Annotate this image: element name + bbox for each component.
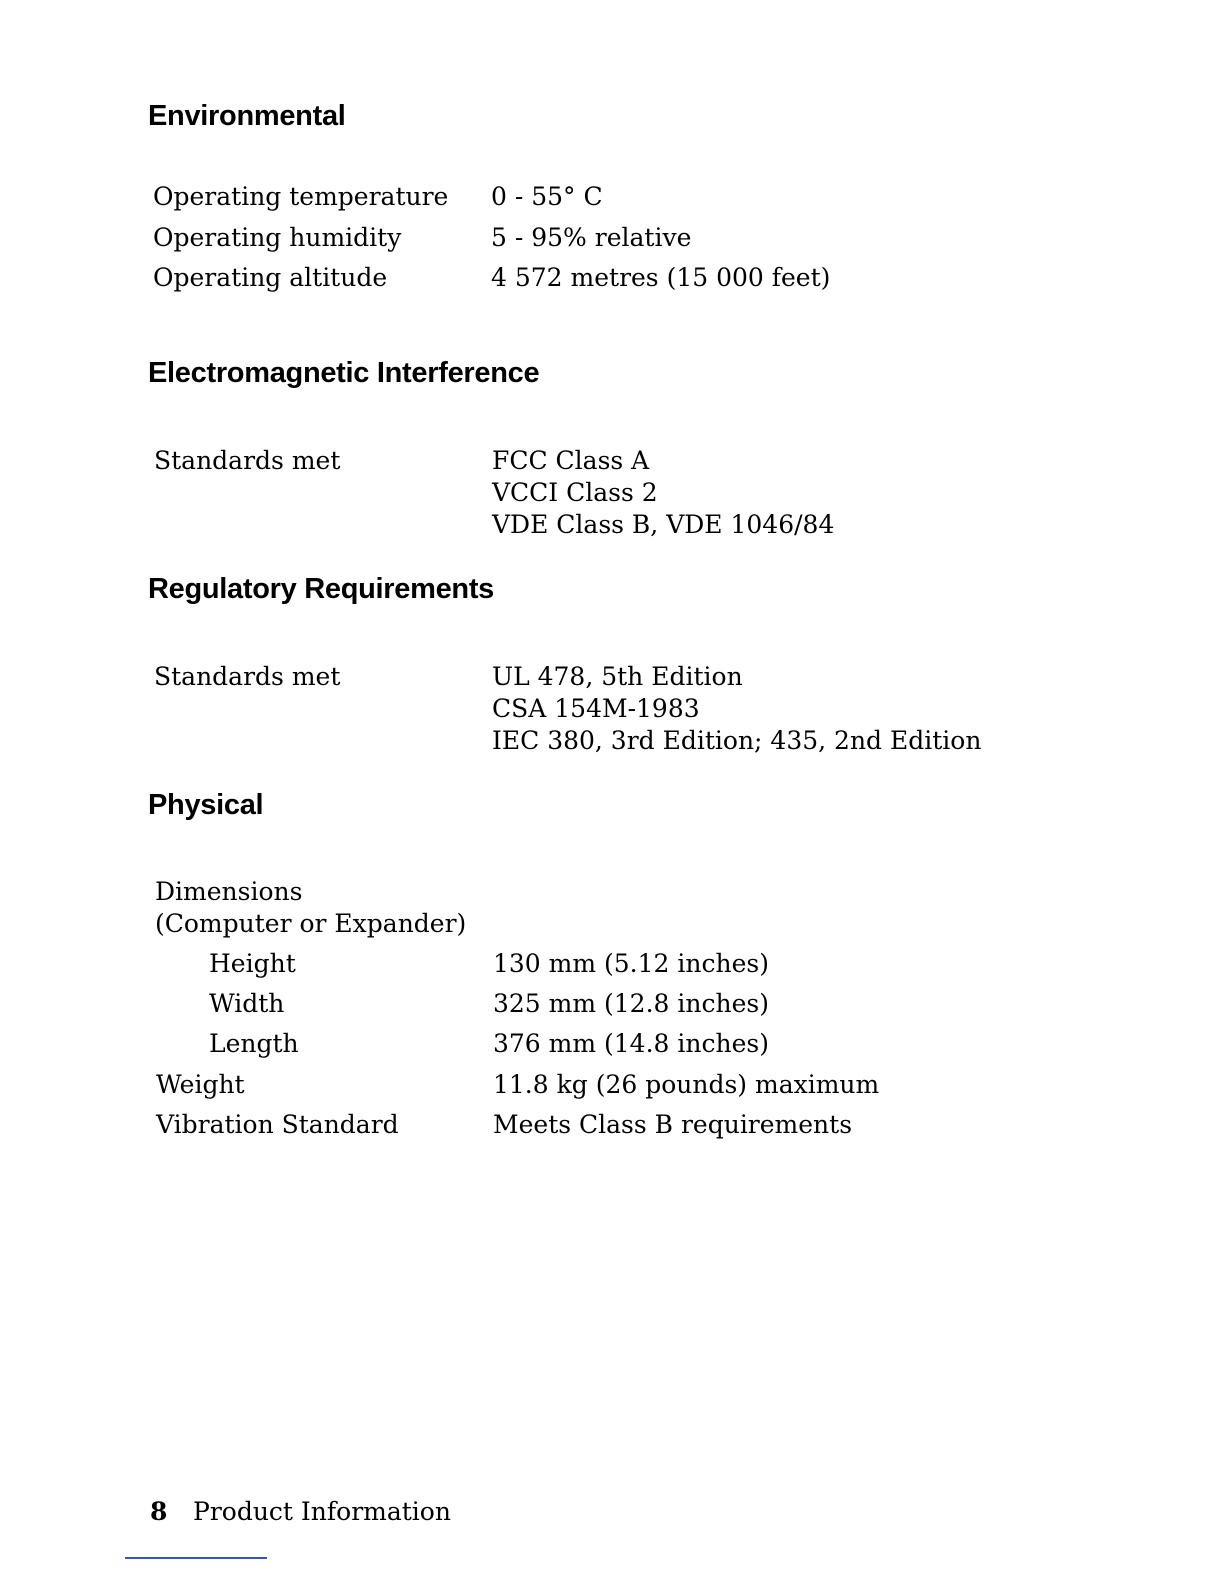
heading-emi: Electromagnetic Interference xyxy=(148,357,540,389)
value-emi-standard-1: FCC Class A xyxy=(492,446,650,475)
label-dimensions: Dimensions xyxy=(155,877,303,906)
footer-rule xyxy=(125,1557,267,1559)
page-number: 8 xyxy=(150,1497,168,1526)
label-emi-standards-met: Standards met xyxy=(154,446,341,475)
footer-section-title: Product Information xyxy=(193,1497,451,1526)
value-regulatory-standard-1: UL 478, 5th Edition xyxy=(492,662,743,691)
label-operating-humidity: Operating humidity xyxy=(153,223,402,252)
value-regulatory-standard-2: CSA 154M-1983 xyxy=(492,694,700,723)
label-weight: Weight xyxy=(156,1070,245,1099)
label-width: Width xyxy=(209,989,285,1018)
heading-regulatory: Regulatory Requirements xyxy=(148,573,495,605)
label-vibration-standard: Vibration Standard xyxy=(156,1110,399,1139)
label-length: Length xyxy=(209,1029,299,1058)
value-emi-standard-2: VCCI Class 2 xyxy=(492,478,658,507)
value-regulatory-standard-3: IEC 380, 3rd Edition; 435, 2nd Edition xyxy=(492,726,982,755)
value-width: 325 mm (12.8 inches) xyxy=(493,989,769,1018)
label-dimensions-sub: (Computer or Expander) xyxy=(155,909,467,938)
heading-physical: Physical xyxy=(148,789,264,821)
value-emi-standard-3: VDE Class B, VDE 1046/84 xyxy=(492,510,835,539)
value-operating-temperature: 0 - 55° C xyxy=(491,182,603,211)
label-operating-altitude: Operating altitude xyxy=(153,263,388,292)
heading-environmental: Environmental xyxy=(148,100,346,132)
value-weight: 11.8 kg (26 pounds) maximum xyxy=(493,1070,880,1099)
value-height: 130 mm (5.12 inches) xyxy=(493,949,769,978)
value-operating-humidity: 5 - 95% relative xyxy=(491,223,692,252)
label-regulatory-standards-met: Standards met xyxy=(154,662,341,691)
value-operating-altitude: 4 572 metres (15 000 feet) xyxy=(491,263,831,292)
label-height: Height xyxy=(209,949,296,978)
label-operating-temperature: Operating temperature xyxy=(153,182,449,211)
value-length: 376 mm (14.8 inches) xyxy=(493,1029,769,1058)
value-vibration-standard: Meets Class B requirements xyxy=(493,1110,853,1139)
